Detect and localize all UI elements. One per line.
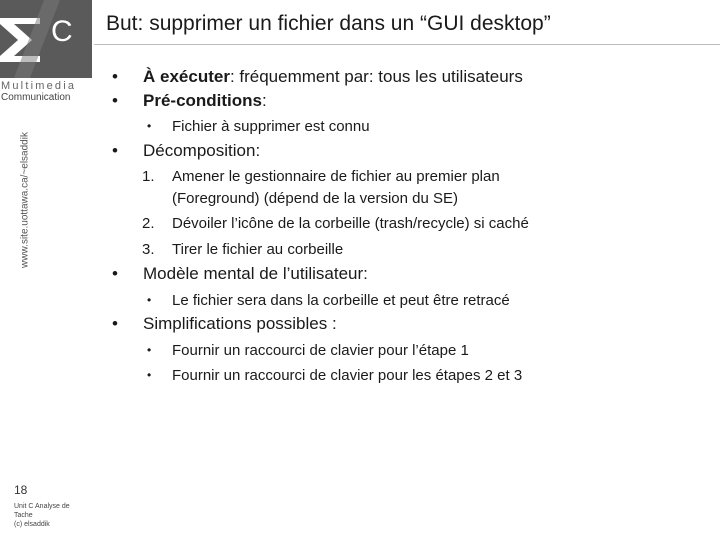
step-number: 3. (142, 241, 155, 258)
step-text: (Foreground) (dépend de la version du SE) (172, 190, 458, 207)
logo (0, 0, 92, 78)
mental-model-label: Modèle mental de l’utilisateur: (143, 264, 368, 283)
precondition-item (147, 118, 370, 135)
footer-text (14, 502, 92, 529)
bullet-icon: • (147, 119, 152, 133)
slide-title: But: supprimer un fichier dans un “GUI desktop” (106, 12, 551, 35)
step-1-continued (172, 190, 458, 207)
bullet-icon: • (112, 67, 118, 86)
title-divider (94, 44, 720, 45)
logo-letter: C (51, 15, 73, 48)
footer-line: Unit C Analyse de (14, 503, 70, 510)
logo-mark-icon (0, 0, 92, 78)
simplification-item (147, 342, 469, 359)
simplification-text: Fournir un raccourci de clavier pour l’étape 1 (172, 342, 469, 359)
page-number: 18 (14, 483, 28, 497)
brand-communication: Communication (1, 92, 71, 103)
preconditions-colon: : (262, 91, 267, 110)
step-3 (142, 241, 344, 258)
bullet-mental-model (112, 264, 368, 284)
preconditions-label: Pré-conditions (143, 91, 263, 110)
step-text: Tirer le fichier au corbeille (172, 241, 344, 258)
step-1 (142, 168, 500, 185)
bullet-icon: • (112, 314, 118, 333)
site-url: www.site.uottawa.ca/~elsaddik (19, 132, 31, 268)
footer-line: Tache (14, 512, 33, 519)
step-number: 1. (142, 168, 155, 185)
sidebar (0, 0, 92, 540)
executer-text: : fréquemment par: tous les utilisateurs (229, 67, 523, 86)
bullet-icon: • (147, 343, 152, 357)
bullet-simplifications (112, 314, 337, 334)
step-text: Dévoiler l’icône de la corbeille (trash/recycle) si caché (172, 215, 529, 232)
footer-line: (c) elsaddik (14, 521, 50, 528)
bullet-icon: • (112, 141, 118, 160)
bullet-icon: • (147, 368, 152, 382)
executer-label: À exécuter (143, 67, 230, 86)
bullet-executer (112, 67, 523, 87)
step-text: Amener le gestionnaire de fichier au premier plan (172, 168, 500, 185)
simplifications-label: Simplifications possibles : (143, 314, 337, 333)
mental-model-text: Le fichier sera dans la corbeille et peut être retracé (172, 292, 510, 309)
bullet-preconditions (112, 91, 267, 111)
simplification-text: Fournir un raccourci de clavier pour les étapes 2 et 3 (172, 367, 523, 384)
mental-model-item (147, 292, 510, 309)
decomposition-label: Décomposition: (143, 141, 261, 160)
brand-multimedia: Multimedia (1, 80, 77, 92)
step-number: 2. (142, 215, 155, 232)
bullet-icon: • (147, 293, 152, 307)
simplification-item (147, 367, 523, 384)
bullet-icon: • (112, 91, 118, 110)
step-2 (142, 215, 529, 232)
bullet-decomposition (112, 141, 261, 161)
bullet-icon: • (112, 264, 118, 283)
precondition-text: Fichier à supprimer est connu (172, 118, 370, 135)
